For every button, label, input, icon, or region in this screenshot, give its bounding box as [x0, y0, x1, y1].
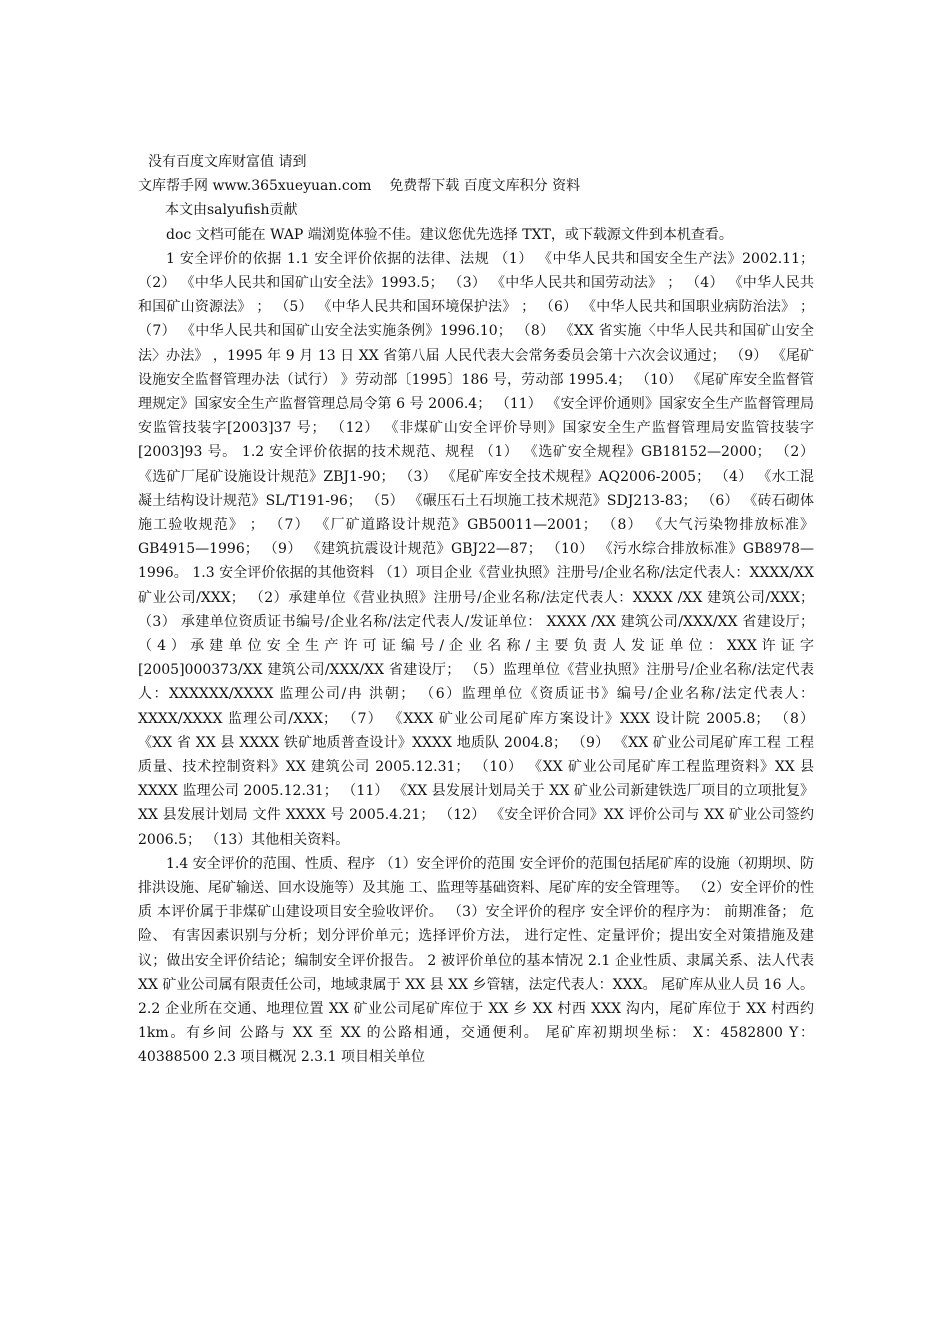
evaluation-basis-paragraph: 1 安全评价的依据 1.1 安全评价依据的法律、法规 （1） 《中华人民共和国安全生产法》2002.11； （2） 《中华人民共和国矿山安全法》1993.5； （3） 《中华人民共和国劳动法》 ； （4） 《中华人民共和国矿山资源法》 ； （5） 《中华人民共和国环境保护法》 ； （6） 《中华人民共和国职业病防治法》 ； （7） 《中华人民共和国矿山安全法实施条例》1996.10； （8） 《XX 省实施〈中华人民共和国矿山安全法〉办法》 ，1995 年 9 月 13 日 XX 省第八届 人民代表大会常务委员会第十六次会议通过； （9） 《尾矿设施安全监督管理办法（试行） 》劳动部〔1995〕186 号，劳动部 1995.4； （10） 《尾矿库安全监督管理规定》国家安全生产监督管理总局令第 6 号 2006.4； （11） 《安全评价通则》国家安全生产监督管理局安监管技装字[2003]37 号； （12） 《非煤矿山安全评价导则》国家安全生产监督管理局安监管技装字[2003]93 号。 1.2 安全评价依据的技术规范、规程 （1） 《选矿安全规程》GB18152—2000； （2） 《选矿厂尾矿设施设计规范》ZBJ1-90； （3） 《尾矿库安全技术规程》AQ2006-2005； （4） 《水工混凝土结构设计规范》SL/T191-96； （5） 《碾压石土石坝施工技术规范》SDJ213-83； （6） 《砖石砌体施工验收规范》 ； （7） 《厂矿道路设计规范》GB50011—2001； （8） 《大气污染物排放标准》GB4915—1996； （9） 《建筑抗震设计规范》GBJ22—87； （10） 《污水综合排放标准》GB8978—1996。 1.3 安全评价依据的其他资料 （1）项目企业《营业执照》注册号/企业名称/法定代表人：XXXX/XX 矿业公司/XXX； （2）承建单位《营业执照》注册号/企业名称/法定代表人：XXXX /XX 建筑公司/XXX； （3） 承建单位资质证书编号/企业名称/法定代表人/发证单位： XXXX /XX 建筑公司/XXX/XX 省建设厅； （ 4 ） 承 建 单 位 安 全 生 产 许 可 证 编 号 / 企 业 名 称 / 主 要 负 责 人 发 证 单 位 ： XXX 许 证 字 [2005]000373/XX 建筑公司/XXX/XX 省建设厅； （5）监理单位《营业执照》注册号/企业名称/法定代表人：XXXXXX/XXXX 监理公司/冉 洪朝； （6）监理单位《资质证书》编号/企业名称/法定代表人：XXXX/XXXX 监理公司/XXX； （7） 《XXX 矿业公司尾矿库方案设计》XXX 设计院 2005.8； （8） 《XX 省 XX 县 XXXX 铁矿地质普查设计》XXXX 地质队 2004.8； （9） 《XX 矿业公司尾矿库工程 工程质量、技术控制资料》XX 建筑公司 2005.12.31； （10） 《XX 矿业公司尾矿库工程监理资料》XX 县 XXXX 监理公司 2005.12.31； （11） 《XX 县发展计划局关于 XX 矿业公司新建铁选厂项目的立项批复》XX 县发展计划局 文件 XXXX 号 2005.4.21； （12） 《安全评价合同》XX 评价公司与 XX 矿业公司签约 2006.5； （13）其他相关资料。 — [138, 250, 814, 848]
download-notice-line-1: 没有百度文库财富值 请到 — [148, 154, 307, 170]
evaluation-scope-paragraph: 1.4 安全评价的范围、性质、程序 （1）安全评价的范围 安全评价的范围包括尾矿库的设施（初期坝、防排洪设施、尾矿输送、回水设施等）及其施 工、监理等基础资料、尾矿库的安全管理等。 （2）安全评价的性质 本评价属于非煤矿山建设项目安全验收评价。 （3）安全评价的程序 安全评价的程序为： 前期准备； 危险、 有害因素识别与分析；划分评价单元；选择评价方法， 进行定性、定量评价；提出安全对策措施及建议；做出安全评价结论；编制安全评价报告。 2 被评价单位的基本情况 2.1 企业性质、隶属关系、法人代表 XX 矿业公司属有限责任公司，地域隶属于 XX 县 XX 乡管辖，法定代表人：XXX。 尾矿库从业人员 16 人。 2.2 企业所在交通、地理位置 XX 矿业公司尾矿库位于 XX 乡 XX 村西 XXX 沟内，尾矿库位于 XX 村西约 1km。有乡间 公路与 XX 至 XX 的公路相通，交通便利。 尾矿库初期坝坐标： X：4582800 Y：40388500 2.3 项目概况 2.3.1 项目相关单位 — [138, 855, 814, 1066]
wap-notice-paragraph: doc 文档可能在 WAP 端浏览体验不佳。建议您优先选择 TXT，或下载源文件到本机查看。 — [166, 226, 733, 243]
download-notice-line-2: 文库帮手网 www.365xueyuan.com 免费帮下载 百度文库积分 资料 — [138, 178, 581, 195]
document-page — [138, 150, 814, 1070]
contributor-credit: 本文由salyufish贡献 — [165, 202, 298, 219]
